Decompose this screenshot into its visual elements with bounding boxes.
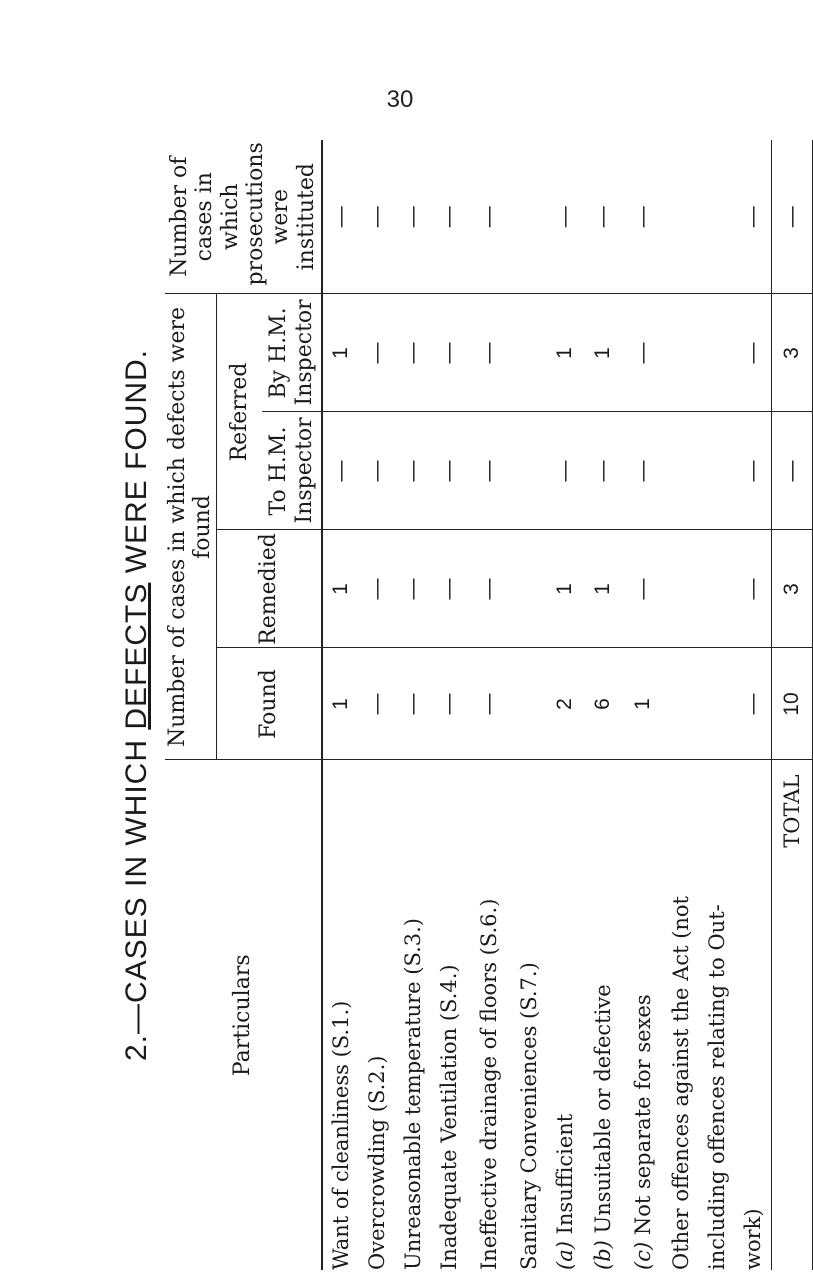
table-row: [623, 140, 663, 1270]
cell-prosecutions: —: [401, 206, 425, 228]
total-prosecutions: —: [772, 140, 813, 294]
cell-prosecutions: —: [477, 206, 501, 228]
row-label: work): [735, 760, 772, 1270]
cell-prosecutions: [663, 140, 699, 294]
header-found: Found: [216, 648, 322, 760]
cell-found: [699, 648, 735, 760]
cell-remedied: [663, 530, 699, 648]
cell-remedied: —: [431, 530, 467, 648]
header-referred: Referred: [216, 294, 262, 530]
table-row: [663, 140, 699, 1270]
row-label: including offences relating to Out-: [699, 760, 735, 1270]
cell-to-inspector: —: [467, 412, 511, 530]
cell-prosecutions: —: [365, 206, 389, 228]
heading-underlined: DEFECTS: [120, 582, 153, 730]
row-label: [623, 760, 663, 1270]
row-label: [547, 760, 583, 1270]
cell-by-inspector: —: [623, 294, 663, 412]
total-to-inspector: —: [772, 412, 813, 530]
cell-by-inspector: —: [467, 294, 511, 412]
row-label: Unreasonable temperature (S.3.): [395, 760, 431, 1270]
rotated-page-content: [120, 140, 805, 1270]
total-found: 10: [772, 648, 813, 760]
cell-prosecutions: —: [329, 206, 353, 228]
cell-remedied: —: [467, 530, 511, 648]
cell-found: [663, 648, 699, 760]
table-row: [322, 140, 359, 1270]
cell-to-inspector: [663, 412, 699, 530]
cell-prosecutions: —: [553, 206, 577, 228]
cell-found: 6: [583, 648, 623, 760]
header-remedied: Remedied: [216, 530, 322, 648]
cell-found: 1: [623, 648, 663, 760]
cell-to-inspector: [511, 412, 547, 530]
total-by-inspector: 3: [772, 294, 813, 412]
cell-found: —: [359, 648, 395, 760]
cell-to-inspector: [699, 412, 735, 530]
row-label-text: Insufficient: [553, 1113, 578, 1235]
row-letter: (b): [591, 1240, 616, 1270]
cell-found: —: [735, 648, 772, 760]
heading-prefix: 2.—CASES IN WHICH: [120, 729, 153, 1062]
row-label-text: Unsuitable or defective: [591, 984, 616, 1234]
cell-to-inspector: —: [583, 412, 623, 530]
cell-by-inspector: 1: [583, 294, 623, 412]
header-particulars: Particulars: [165, 760, 322, 1270]
cell-prosecutions: —: [591, 206, 615, 228]
table-row: [431, 140, 467, 1270]
row-label: [583, 760, 623, 1270]
cell-prosecutions: [511, 140, 547, 294]
header-prosecutions: Number of cases in which prosecutions were instituted: [165, 140, 322, 294]
table-row: [511, 140, 547, 1270]
cell-by-inspector: [663, 294, 699, 412]
cell-remedied: 1: [583, 530, 623, 648]
cell-found: —: [395, 648, 431, 760]
cell-by-inspector: —: [735, 294, 772, 412]
table-row: [735, 140, 772, 1270]
cell-remedied: 1: [547, 530, 583, 648]
cell-prosecutions: —: [741, 206, 765, 228]
table-row: [395, 140, 431, 1270]
cell-prosecutions: [699, 140, 735, 294]
table-row: [547, 140, 583, 1270]
cell-to-inspector: —: [623, 412, 663, 530]
cell-remedied: —: [395, 530, 431, 648]
header-to-inspector: To H.M. Inspector: [262, 412, 322, 530]
cell-found: —: [467, 648, 511, 760]
row-label-text: Not separate for sexes: [631, 994, 656, 1236]
row-label: Sanitary Conveniences (S.7.): [511, 760, 547, 1270]
header-by-inspector: By H.M. Inspector: [262, 294, 322, 412]
table-row: [699, 140, 735, 1270]
cell-to-inspector: —: [547, 412, 583, 530]
cell-by-inspector: 1: [547, 294, 583, 412]
cell-found: 1: [322, 648, 359, 760]
cell-remedied: 1: [322, 530, 359, 648]
cell-found: —: [431, 648, 467, 760]
total-row: [772, 140, 813, 1270]
heading-suffix: WERE FOUND.: [120, 348, 153, 583]
cell-prosecutions: —: [631, 206, 655, 228]
row-label: Overcrowding (S.2.): [359, 760, 395, 1270]
row-label: Want of cleanliness (S.1.): [322, 760, 359, 1270]
table-row: [359, 140, 395, 1270]
cell-remedied: —: [623, 530, 663, 648]
cell-remedied: [511, 530, 547, 648]
cell-to-inspector: —: [431, 412, 467, 530]
row-letter: (c): [631, 1241, 656, 1270]
row-letter: (a): [553, 1241, 578, 1270]
row-label: Other offences against the Act (not: [663, 760, 699, 1270]
page-number: 30: [386, 86, 414, 113]
row-label: Ineffective drainage of floors (S.6.): [467, 760, 511, 1270]
table-row: [467, 140, 511, 1270]
cell-remedied: —: [359, 530, 395, 648]
cell-remedied: —: [735, 530, 772, 648]
cell-by-inspector: —: [359, 294, 395, 412]
cell-found: 2: [547, 648, 583, 760]
cell-by-inspector: [511, 294, 547, 412]
header-group: Number of cases in which defects were found: [165, 294, 216, 760]
cell-to-inspector: —: [395, 412, 431, 530]
cell-remedied: [699, 530, 735, 648]
cell-by-inspector: 1: [322, 294, 359, 412]
total-remedied: 3: [772, 530, 813, 648]
cell-to-inspector: —: [735, 412, 772, 530]
cell-to-inspector: —: [359, 412, 395, 530]
cell-by-inspector: [699, 294, 735, 412]
table-row: [583, 140, 623, 1270]
table-heading: [120, 140, 154, 1270]
cell-by-inspector: —: [431, 294, 467, 412]
cell-by-inspector: —: [395, 294, 431, 412]
cell-to-inspector: —: [322, 412, 359, 530]
total-label: TOTAL: [772, 760, 813, 1270]
cell-prosecutions: —: [437, 206, 461, 228]
row-label: Inadequate Ventilation (S.4.): [431, 760, 467, 1270]
cell-found: [511, 648, 547, 760]
defects-table: [165, 140, 813, 1270]
